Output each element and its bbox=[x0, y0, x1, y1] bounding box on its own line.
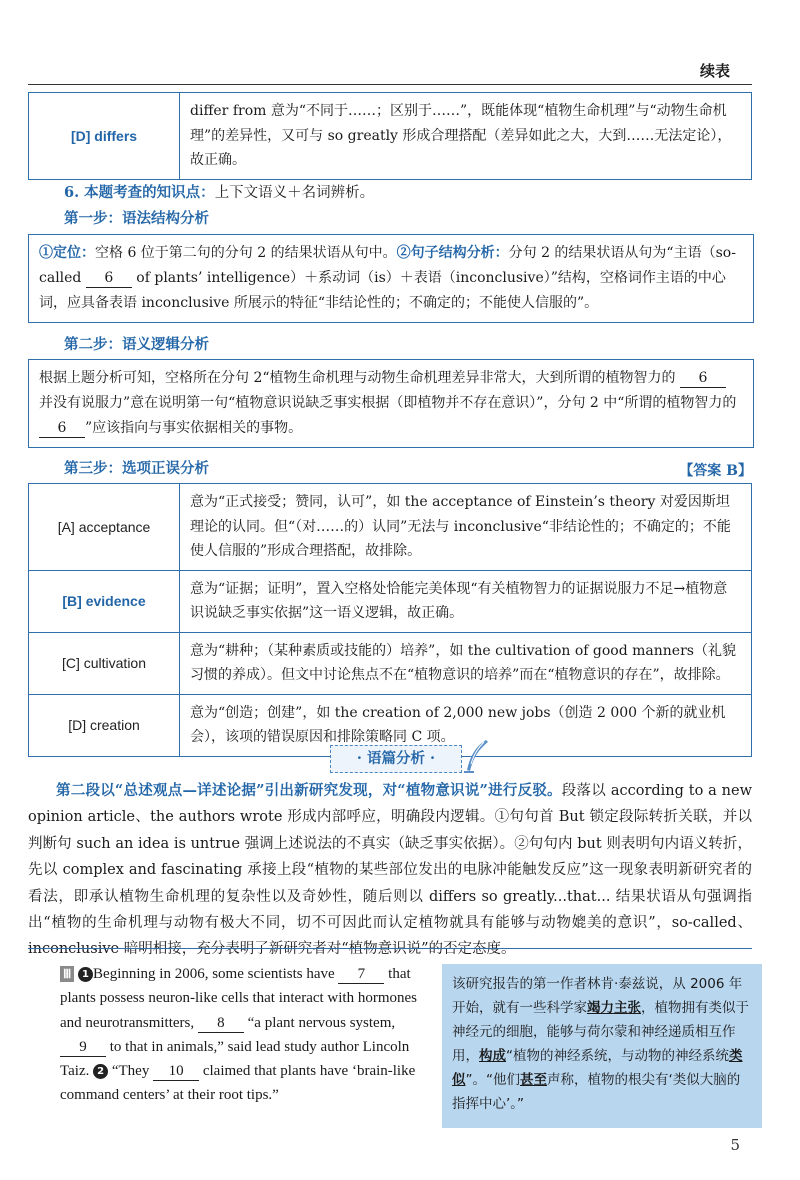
english-passage bbox=[60, 962, 432, 1108]
keyword: 构成 bbox=[479, 1048, 506, 1065]
blank-6-ref-1: 6 bbox=[680, 370, 726, 388]
locate-tag: ①定位： bbox=[39, 245, 95, 261]
option-text: 意为“正式接受；赞同，认可”，如 the acceptance of Einstein’s theory 对爱因斯坦理论的认同。但“（对……的）认同”无法与 inconclusive“非结论性的；不确定的；不能使人信服的”形成合理搭配，故排除。 bbox=[180, 484, 752, 571]
step-1-heading: 第一步：语法结构分析 bbox=[64, 210, 209, 227]
top-rule bbox=[28, 84, 752, 85]
step-1-box bbox=[28, 234, 754, 323]
translation-text: 声称，植物的根尖有‘类似大脑的指挥中心’。” bbox=[452, 1072, 741, 1113]
structure-text-a: 分句 2 的结果状语从句为“主语（so-called bbox=[39, 245, 736, 286]
option-text: 意为“证据；证明”，置入空格处恰能完美体现“有关植物智力的证据说服力不足→植物意识说缺乏事实依据”这一语义逻辑，故正确。 bbox=[180, 570, 752, 632]
option-text: 意为“创造；创建”，如 the creation of 2,000 new jobs（创造 2 000 个新的就业机会），该项的错误原因和排除策略同 C 项。 bbox=[180, 694, 752, 756]
translation-text: 该研究报告的第一作者林肯·泰兹说，从 2006 年开始，就有一些科学家 bbox=[452, 976, 743, 1017]
structure-text-b: of plants’ intelligence）＋系动词（is）＋表语（inconclusive）”结构，空格词作主语的中心词，应具备表语 inconclusive 所展示的特征“非结论性的；不确定的；不能使人信服的”。 bbox=[39, 269, 726, 311]
table-row bbox=[29, 93, 752, 180]
structure-tag: ②句子结构分析： bbox=[396, 245, 509, 261]
step-3-heading: 第三步：选项正误分析 bbox=[64, 460, 209, 477]
prev-option-table bbox=[28, 92, 752, 180]
translation-text: “植物的神经系统，与动物的神经系统 bbox=[506, 1048, 729, 1065]
blank-8: 8 bbox=[198, 1014, 244, 1033]
step-2-text-b: 并没有说服力”意在说明第一句“植物意识说缺乏事实根据（即植物并不存在意识）”，分句 2 中“所谓的植物智力的 bbox=[39, 394, 737, 411]
translation-box bbox=[442, 964, 762, 1128]
blank-10: 10 bbox=[153, 1062, 199, 1081]
table-row bbox=[29, 570, 752, 632]
sentence-1-marker: 1 bbox=[78, 967, 93, 982]
continued-label: 续表 bbox=[699, 62, 730, 80]
sentence-1a: Beginning in 2006, some scientists have bbox=[93, 966, 335, 982]
option-label: [B] evidence bbox=[29, 570, 180, 632]
option-text: 意为“耕种；（某种素质或技能的）培养”，如 the cultivation of good manners（礼貌习惯的养成）。但文中讨论焦点不在“植物意识的培养”而在“植物意识的存在”，故排除。 bbox=[180, 632, 752, 694]
sentence-1b: that plants possess neuron-like cells that interact with hormones and neurotransmitters, bbox=[60, 966, 418, 1031]
discourse-analysis-title: · 语篇分析 · bbox=[330, 745, 462, 773]
blank-6: 6 bbox=[86, 270, 132, 288]
translation-text: ”。“他们 bbox=[465, 1072, 520, 1089]
question-6-title-rest: 上下文语义＋名词辨析。 bbox=[214, 185, 375, 201]
question-6-title-prefix: 6. 本题考查的知识点： bbox=[64, 184, 215, 201]
paragraph-number: Ⅲ bbox=[60, 966, 74, 982]
question-6-title bbox=[64, 180, 374, 206]
keyword: 甚至 bbox=[520, 1072, 547, 1089]
answer-badge: 【答案 B】 bbox=[679, 463, 752, 479]
step-2-text-a: 根据上题分析可知，空格所在分句 2“植物生命机理与动物生命机理差异非常大，大到所谓的植物智力的 bbox=[39, 370, 676, 386]
analysis-summary: 第二段以“总述观点—详述论据”引出新研究发现，对“植物意识说”进行反驳。 bbox=[56, 782, 562, 799]
step-2-text-c: ”应该指向与事实依据相关的事物。 bbox=[85, 419, 303, 436]
sentence-2-marker: 2 bbox=[93, 1064, 108, 1079]
option-table bbox=[28, 483, 752, 757]
analysis-detail: 段落以 according to a new opinion article、the authors wrote 形成内部呼应，明确段内逻辑。①句句首 But 锁定段际转折关联，并以判断句 such an idea is untrue 强调上述说法的不真实（缺乏事实依据）。②句句内 but 则表明句内语义转折，先以 complex and fascinating 承接上段“植物的某些部位发出的电脉冲能触发反应”这一现象表明新研究者的看法，即承认植物生命机理的复杂性以及奇妙性，随后则以 differs so greatly...that... 结果状语从句强调指出“植物的生命机理与动物有极大不同，切不可因此而认定植物就具有能够与动物媲美的意识”，so-called、inconclusive 暗明相接，充分表明了新研究者对“植物意识说”的否定态度。 bbox=[28, 783, 752, 958]
section-divider bbox=[28, 948, 752, 949]
blank-7: 7 bbox=[338, 965, 384, 984]
quill-pen-icon bbox=[462, 738, 490, 774]
sentence-2a: “They bbox=[111, 1063, 150, 1080]
keyword: 竭力主张 bbox=[587, 1000, 641, 1017]
locate-text: 空格 6 位于第二句的分句 2 的结果状语从句中。 bbox=[95, 245, 397, 261]
step-2-box bbox=[28, 359, 754, 448]
step-2-heading: 第二步：语义逻辑分析 bbox=[64, 336, 209, 353]
option-text: differ from 意为“不同于……；区别于……”，既能体现“植物生命机理”与“动物生命机理”的差异性，又可与 so greatly 形成合理搭配（差异如此之大，大到……无法定论），故正确。 bbox=[180, 93, 752, 180]
blank-6-ref-2: 6 bbox=[39, 420, 85, 438]
sentence-1d: to that in animals,” said lead study author Lincoln Taiz. bbox=[60, 1038, 410, 1080]
keyword: 类似 bbox=[452, 1048, 743, 1089]
option-label: [D] differs bbox=[29, 93, 180, 180]
sentence-2b: claimed that plants have ‘brain-like command centers’ at their root tips.” bbox=[60, 1063, 416, 1104]
option-label: [A] acceptance bbox=[29, 484, 180, 571]
translation-text: ，植物拥有类似于神经元的细胞，能够与荷尔蒙和神经递质相互作用， bbox=[452, 1000, 749, 1065]
discourse-analysis-text bbox=[28, 778, 752, 963]
table-row bbox=[29, 484, 752, 571]
table-row bbox=[29, 632, 752, 694]
sentence-1c: “a plant nervous system, bbox=[247, 1014, 396, 1031]
option-label: [C] cultivation bbox=[29, 632, 180, 694]
page-number: 5 bbox=[730, 1135, 740, 1154]
option-label: [D] creation bbox=[29, 694, 180, 756]
blank-9: 9 bbox=[60, 1038, 106, 1057]
